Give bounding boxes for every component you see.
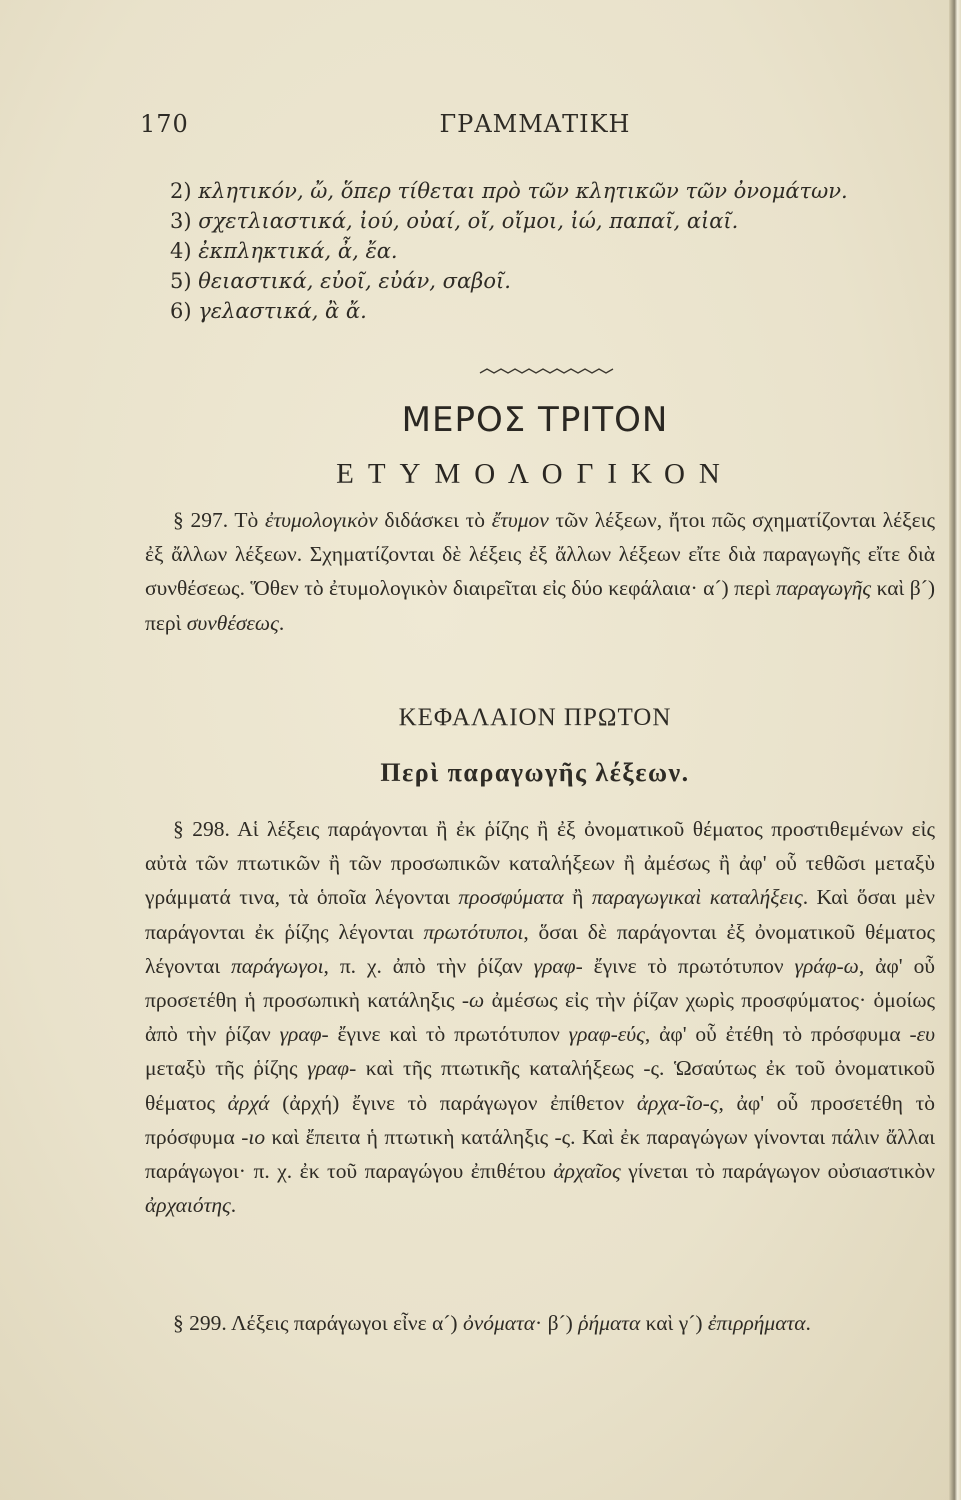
text-run: διδάσκει τὸ <box>377 508 492 532</box>
text-run: καὶ ἔπειτα ἡ πτωτικὴ κατάληξις -ς. Καὶ ἐκ παραγώγων γίνονται πάλιν ἄλλαι παράγωγοι· π. χ. ἐκ τοῦ παραγώγου ἐπιθέτου <box>145 1124 935 1184</box>
emphasis: ἀρχα-ῖο-ς <box>636 1090 719 1115</box>
list-item-text: γελαστικά, ἂ ἄ. <box>198 299 367 323</box>
list-item <box>170 236 930 266</box>
list-item <box>170 206 930 236</box>
section-marker: § 299. <box>173 1311 227 1335</box>
chapter-subtitle: Περὶ παραγωγῆς λέξεων. <box>380 758 690 787</box>
emphasis: παραγωγῆς <box>775 576 872 601</box>
text-run: Λέξεις παράγωγοι εἶνε α´) <box>230 1311 463 1335</box>
text-run: Τὸ <box>234 508 265 532</box>
text-run: · β´) <box>535 1311 579 1335</box>
emphasis: ὀνόματα <box>462 1311 536 1335</box>
text-run: ἀμέσως εἰς τὴν ῥίζαν χωρὶς προσφύματος· ὁμοίως ἀπὸ τὴν ῥίζαν <box>145 988 935 1047</box>
section-marker: § 298. <box>173 817 230 841</box>
text-run: , π. χ. ἀπὸ τὴν ῥίζαν <box>323 953 534 978</box>
emphasis: παράγωγοι <box>231 953 324 978</box>
list-item-text: κλητικόν, ὤ, ὅπερ τίθεται πρὸ τῶν κλητικῶν τῶν ὀνομάτων. <box>198 179 848 203</box>
emphasis: γράφ-ω <box>794 953 859 978</box>
text-run: γίνεται τὸ παράγωγον οὐσιαστικὸν <box>620 1159 936 1184</box>
text-run: καὶ τῆς πτωτικῆς καταλήξεως -ς. Ὡσαύτως ἐκ τοῦ ὀνοματικοῦ θέματος <box>145 1056 936 1115</box>
list-item-number: 2) <box>170 179 192 203</box>
emphasis: ἔτυμον <box>491 508 549 532</box>
page-header <box>140 110 930 146</box>
text-run: τῶν λέξεων, ἤτοι πῶς σχηματίζονται λέξεις ἐξ ἄλλων λέξεων. Σχηματίζονται δὲ λέξεις ἐξ ἄλλων λέξεων εἴτε διὰ παραγωγῆς εἴτε διὰ συνθέσεως. Ὅθεν τὸ ἐτυμολογικὸν διαιρεῖται εἰς δύο κεφάλαια· α´) περὶ <box>145 508 936 601</box>
emphasis: γραφ- <box>279 1022 329 1047</box>
text-run: . Καὶ ὅσαι μὲν παράγονται ἐκ ῥίζης λέγονται <box>145 885 935 944</box>
emphasis: ἐτυμολογικὸν <box>264 508 378 532</box>
emphasis: -ιο <box>241 1124 266 1149</box>
text-run: ἔγινε τὸ πρωτότυπον <box>582 953 795 978</box>
emphasis: ἀρχά <box>227 1090 270 1115</box>
text-run: ἔγινε καὶ τὸ πρωτότυπον <box>328 1022 569 1047</box>
text-run: καὶ γ´) <box>640 1311 708 1335</box>
page-number: 170 <box>140 110 189 138</box>
text-run: . <box>230 1193 237 1218</box>
emphasis: -ευ <box>909 1022 935 1047</box>
text-run: καὶ β´) περὶ <box>145 576 935 635</box>
list-item-number: 3) <box>170 209 192 233</box>
emphasis: γραφ- <box>307 1056 357 1081</box>
emphasis: προσφύματα <box>458 885 564 910</box>
list-item-text: ἐκπληκτικά, ἆ, ἔα. <box>198 239 398 263</box>
emphasis: παραγωγικαὶ καταλήξεις <box>591 885 803 910</box>
emphasis: -ω <box>461 988 485 1013</box>
text-run: (ἀρχή) ἔγινε τὸ παράγωγον ἐπίθετον <box>269 1090 637 1115</box>
part-subtitle: ΕΤΥΜΟΛΟΓΙΚΟΝ <box>336 458 734 490</box>
page-edge-shadow <box>949 0 961 1500</box>
chapter-title: ΚΕΦΑΛΑΙΟΝ ΠΡΩΤΟΝ <box>398 704 672 731</box>
paragraph-297 <box>145 503 935 640</box>
text-run: , ἀφ' οὗ προσετέθη τὸ πρόσφυμα <box>145 1090 935 1149</box>
emphasis: πρωτότυποι <box>423 919 524 944</box>
text-run: . <box>278 610 285 635</box>
text-run: μεταξὺ τῆς ῥίζης <box>145 1056 308 1081</box>
emphasis: συνθέσεως <box>186 610 279 635</box>
running-title: ΓΡΑΜΜΑΤΙΚΗ <box>439 110 631 138</box>
list-item <box>170 176 930 206</box>
part-title: ΜΕΡΟΣ ΤΡΙΤΟΝ <box>401 400 669 440</box>
emphasis: ἀρχαιότης <box>145 1193 231 1218</box>
paragraph-299 <box>145 1306 935 1340</box>
emphasis: γραφ-εύς <box>568 1022 645 1047</box>
emphasis: ῥήματα <box>578 1311 641 1335</box>
text-run: , ἀφ' οὗ ἐτέθη τὸ πρόσφυμα <box>644 1022 910 1047</box>
section-marker: § 297. <box>173 508 229 532</box>
list-item-text: θειαστικά, εὐοῖ, εὐάν, σαβοῖ. <box>198 269 511 293</box>
text-run: . <box>805 1311 811 1335</box>
list-item <box>170 266 930 296</box>
interjection-list <box>170 176 930 326</box>
list-item-text: σχετλιαστικά, ἰού, οὐαί, οἴ, οἴμοι, ἰώ, παπαῖ, αἰαῖ. <box>198 209 739 233</box>
emphasis: ἀρχαῖος <box>553 1159 621 1184</box>
emphasis: γραφ- <box>533 953 583 978</box>
text-run: Αἱ λέξεις παράγονται ἢ ἐκ ῥίζης ἢ ἐξ ὀνοματικοῦ θέματος προστιθεμένων εἰς αὐτὰ τῶν πτωτικῶν ἢ τῶν προσωπικῶν καταλήξεων ἢ ἀμέσως ἢ ἀφ' οὗ τεθῶσι μεταξὺ γράμματά τινα, τὰ ὁποῖα λέγονται <box>145 817 935 910</box>
list-item-number: 6) <box>170 299 192 323</box>
text-run: , ἀφ' οὗ προσετέθη ἡ προσωπικὴ κατάληξις <box>145 953 935 1013</box>
wavy-ornament-divider <box>478 366 618 380</box>
emphasis: ἐπιρρήματα <box>707 1311 806 1335</box>
list-item <box>170 296 930 326</box>
paragraph-298 <box>145 812 935 1222</box>
list-item-number: 5) <box>170 269 192 293</box>
list-item-number: 4) <box>170 239 192 263</box>
text-run: , ὅσαι δὲ παράγονται ἐξ ὀνοματικοῦ θέματος λέγονται <box>145 919 935 978</box>
text-run: ἢ <box>563 885 592 910</box>
